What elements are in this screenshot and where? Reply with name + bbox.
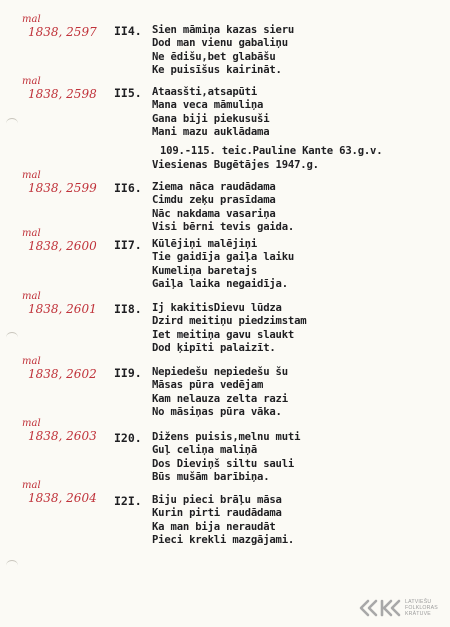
archive-annotation xyxy=(20,228,112,253)
song-number: II6. xyxy=(114,181,142,195)
song-verse xyxy=(152,86,442,140)
verse-line: Dos Dieviņš siltu sauli xyxy=(152,457,295,470)
annotation-ref: 1838, 2598 xyxy=(28,87,97,101)
verse-line: Dod ķipīti palaizīt. xyxy=(152,342,276,355)
verse-line: Pieci krekli mazgājami. xyxy=(152,534,295,547)
verse-line: No māsiņas pūra vāka. xyxy=(152,406,282,419)
annotation-ref: 1838, 2600 xyxy=(28,239,97,253)
verse-line: Māsas pūra vedējam xyxy=(152,379,264,392)
annotation-mal: mal xyxy=(22,14,41,25)
teller-note-line: 109.-115. teic.Pauline Kante 63.g.v. xyxy=(160,145,383,157)
verse-line: Kam nelauza zelta razi xyxy=(152,392,288,405)
verse-line: Ka man bija neraudāt xyxy=(152,520,276,533)
archive-logo-line: FOLKLORAS xyxy=(405,605,438,611)
archive-logo xyxy=(358,595,444,621)
verse-line: Ziema nāca raudādama xyxy=(152,181,276,193)
annotation-ref: 1838, 2602 xyxy=(28,367,97,381)
song-number: II7. xyxy=(114,238,142,252)
annotation-ref: 1838, 2601 xyxy=(28,302,97,316)
verse-line: Guļ celiņa maliņā xyxy=(152,444,258,457)
verse-line: Nepiedešu nepiedešu šu xyxy=(152,366,288,378)
verse-line: Ataasšti,atsapūti xyxy=(152,86,258,98)
verse-line: Ne ēdišu,bet glabāšu xyxy=(152,50,276,63)
annotation-ref: 1838, 2599 xyxy=(28,181,97,195)
song-verse xyxy=(152,181,442,235)
verse-line: Kurin pirti raudādama xyxy=(152,507,282,520)
annotation-ref: 1838, 2603 xyxy=(28,429,97,443)
song-number: II4. xyxy=(114,24,142,38)
archive-annotation xyxy=(20,14,112,39)
verse-line: Ke puisīšus kairināt. xyxy=(152,64,282,77)
archive-annotation xyxy=(20,170,112,195)
teller-note xyxy=(152,144,445,172)
verse-line: Tie gaidīja gaiļa laiku xyxy=(152,251,295,264)
punch-notch xyxy=(6,560,18,571)
annotation-mal: mal xyxy=(22,356,41,367)
song-number: I20. xyxy=(114,431,142,445)
verse-line: Ij kakitisDievu lūdza xyxy=(152,302,282,314)
annotation-ref: 1838, 2604 xyxy=(28,491,97,505)
verse-line: Iet meitiņa gavu slaukt xyxy=(152,328,295,341)
song-verse xyxy=(152,24,442,78)
annotation-mal: mal xyxy=(22,291,41,302)
archive-logo-line: KRĀTUVE xyxy=(405,611,431,617)
verse-line: Cimdu zeķu prasīdama xyxy=(152,194,276,207)
verse-line: Kumeliņa baretajs xyxy=(152,264,258,277)
verse-line: Nāc nakdama vasariņa xyxy=(152,207,276,220)
annotation-mal: mal xyxy=(22,480,41,491)
annotation-mal: mal xyxy=(22,418,41,429)
annotation-mal: mal xyxy=(22,228,41,239)
verse-line: Kūlējiņi malējiņi xyxy=(152,238,258,250)
verse-line: Gaiļa laika negaidīja. xyxy=(152,278,288,291)
teller-note-line: Viesienas Bugētājes 1947.g. xyxy=(152,159,319,171)
verse-line: Dižens puisis,melnu muti xyxy=(152,431,301,443)
lfk-logo-icon xyxy=(358,598,402,618)
song-verse xyxy=(152,238,442,292)
annotation-mal: mal xyxy=(22,170,41,181)
song-verse xyxy=(152,366,442,420)
verse-line: Mani mazu auklādama xyxy=(152,126,270,139)
archive-annotation xyxy=(20,356,112,381)
archive-logo-line: LATVIEŠU xyxy=(405,599,432,605)
archive-annotation xyxy=(20,418,112,443)
verse-line: Mana veca māmuliņa xyxy=(152,99,264,112)
song-number: I2I. xyxy=(114,494,142,508)
song-number: II9. xyxy=(114,366,142,380)
verse-line: Dzird meitiņu piedzimstam xyxy=(152,315,307,328)
punch-notch xyxy=(6,118,18,129)
annotation-mal: mal xyxy=(22,76,41,87)
verse-line: Visi bērni tevis gaida. xyxy=(152,221,295,234)
verse-line: Dod man vienu gabaliņu xyxy=(152,37,288,50)
verse-line: Sien māmiņa kazas sieru xyxy=(152,24,295,36)
punch-notch xyxy=(6,332,18,343)
annotation-ref: 1838, 2597 xyxy=(28,25,97,39)
song-number: II5. xyxy=(114,86,142,100)
archive-annotation xyxy=(20,291,112,316)
archive-annotation xyxy=(20,76,112,101)
archive-logo-text xyxy=(405,599,438,617)
verse-line: Būs mušām barībiņa. xyxy=(152,471,270,484)
archive-annotation xyxy=(20,480,112,505)
verse-line: Gana biji piekusuši xyxy=(152,112,270,125)
song-verse xyxy=(152,302,442,356)
song-verse xyxy=(152,494,442,548)
verse-line: Biju pieci brāļu māsa xyxy=(152,494,282,506)
song-number: II8. xyxy=(114,302,142,316)
song-verse xyxy=(152,431,442,485)
